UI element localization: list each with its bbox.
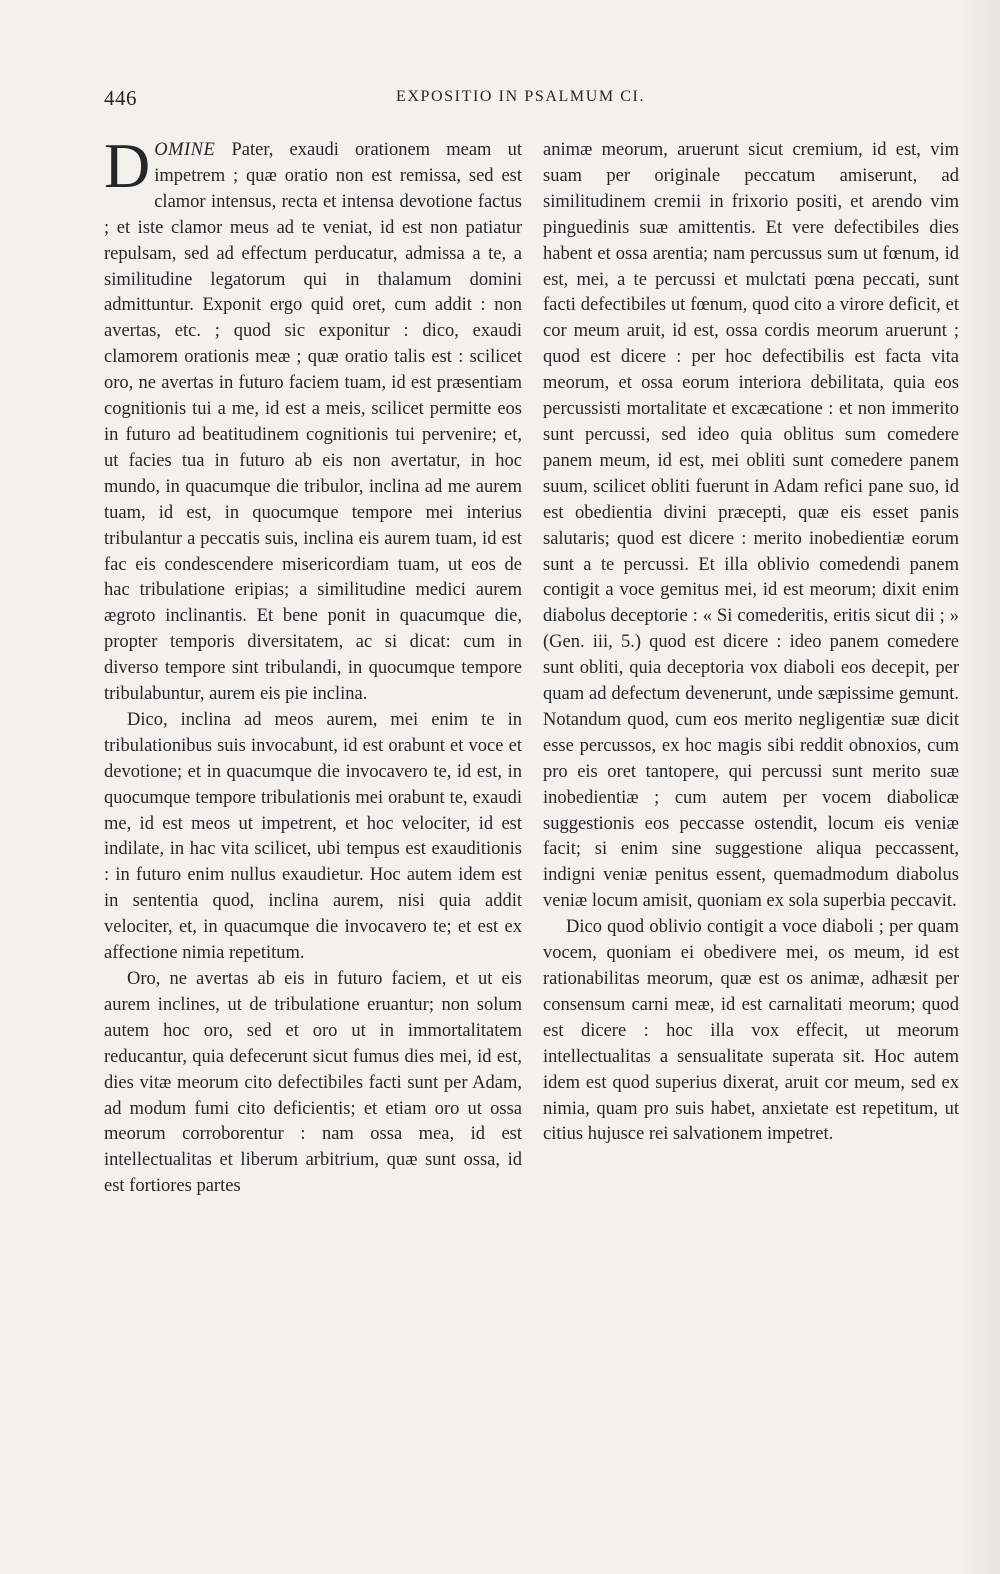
paragraph-3: Oro, ne avertas ab eis in futuro faciem, et ut eis aurem inclines, ut de tribulatione eruantur; non solum autem hoc oro, sed et oro ut in immortalitatem reducantur, quia defecerunt sicut fumus dies mei, id est, dies vitæ meorum cito defectibiles facti sunt per Adam, ad modum fumi cito deficientis; et etiam oro ut ossa meorum corroborentur : nam ossa mea, id est intellectualitas et liberum arbitrium, quæ sunt ossa, id est fortiores partes bbox=[104, 969, 522, 1197]
paragraph-1 bbox=[104, 130, 522, 708]
opening-word: OMINE bbox=[154, 140, 216, 160]
page-header bbox=[104, 86, 964, 112]
paragraph-2: Dico, inclina ad meos aurem, mei enim te in tribulationibus suis invocabunt, id est orabunt et voce et devotione; et in quacumque die invocavero te, id est, in quocumque tempore tribulationis mei orabunt te, exaudi me, id est meos ut impetrent, et hoc velociter, id est indilate, in hac vita scilicet, ubi tempus est exauditionis : in futuro enim nullus exaudietur. Hoc autem idem est in sententia quod, inclina aurem, nisi quia addit velociter, et, in quacumque die invocavero te; et est ex affectione nimia repetitum. bbox=[104, 709, 522, 964]
paragraph-4: animæ meorum, aruerunt sicut cremium, id est, vim suam per originale peccatum amiserunt, ad similitudinem cremii in frixorio positi, et arendo vim pinguedinis suæ amittentis. Et vere defectibiles dies habent et ossa arentia; nam percussus sum ut fœnum, id est, mei, a te percussi et mulctati pœna peccati, sunt facti defectibiles ut fœnum, quod cito a virore deficit, et cor meum aruit, id est, ossa cordis meorum aruerunt ; quod est dicere : per hoc defectibilis est facta vita meorum, et ossa eorum interiora debilitata, quia eos percussisti mortalitate et excæcatione : et non immerito sunt percussi, sed ideo quia oblitus sum comedere panem meum, id est, mei obliti sunt comedere panem suum, scilicet obliti fuerunt in Adam refici pane suo, id est obedientia divini præcepti, quæ eis esset panis salutaris; quod est dicere : merito inobedientiæ eorum sunt a te percussi. Et illa oblivio comedendi panem contigit a voce gemitus mei, id est meorum; dixit enim diabolus deceptorie : « Si comederitis, eritis sicut dii ; » (Gen. iii, 5.) quod est dicere : ideo panem comedere sunt obliti, quia deceptoria vox diaboli eos decepit, per quam ad defectum devenerunt, unde sæpissime gemunt. Notandum quod, cum eos merito negligentiæ suæ dicit esse percussos, ex hoc magis sibi reddit obnoxios, cum pro eis oret tantopere, qui percussi sunt merito suæ inobedientiæ ; cum autem per vocem diabolicæ suggestionis eos peccasse ostendit, locum eis veniæ facit; si enim sine suggestione aliqua peccassent, indigni veniæ penitus essent, quemadmodum diabolus veniæ locum amisit, quoniam ex sola superbia peccavit. bbox=[543, 140, 959, 912]
paragraph-5: Dico quod oblivio contigit a voce diaboli ; per quam vocem, quoniam ei obedivere mei, os meum, id est rationabilitas meorum, quæ est os animæ, adhæsit per consensum carni meæ, id est carnalitati meorum; quod est dicere : hoc illa vox effecit, ut meorum intellectualitas a sensualitate superata sit. Hoc autem idem est quod superius dixerat, aruit cor meum, sed ex nimia, quam pro suis habet, anxietate est repetitum, ut citius hujusce rei salvationem impetret. bbox=[543, 917, 959, 1145]
page-edge-shadow bbox=[960, 0, 1000, 1574]
page-number: 446 bbox=[104, 86, 137, 110]
right-column bbox=[543, 138, 959, 1148]
paragraph-1-text: Pater, exaudi orationem meam ut impetrem ; quæ oratio non est remissa, sed est clamor intensus, recta et intensa devotione factus ; et iste clamor meus ad te veniat, id est non patiatur repulsam, sed ad effectum perducatur, admissa a te, a similitudine legatorum qui in thalamum domini admittuntur. Exponit ergo quid oret, cum addit : non avertas, etc. ; quod sic exponitur : dico, exaudi clamorem orationis meæ ; quæ oratio talis est : scilicet oro, ne avertas in futuro faciem tuam, id est præsentiam cognitionis tui a me, id est a meis, scilicet permitte eos in futuro ad beatitudinem cognitionis tui pervenire; et, ut facies tua in futuro ab eis non avertatur, in hoc mundo, in quacumque die tribulor, inclina ad me aurem tuam, id est, in quocumque tempore mei interius tribulantur a peccatis suis, inclina eis aurem tuam, id est fac eis condescendere misericordiam tuam, ut eos de hac tribulatione eripias; a similitudine medici aurem ægroto inclinantis. Et bene ponit in quacumque die, propter temporis diversitatem, ac si dicat: cum in diverso tempore sint tribulandi, in quocumque tempore tribulabuntur, aurem eis pie inclina. bbox=[104, 140, 522, 705]
running-title: EXPOSITIO IN PSALMUM CI. bbox=[396, 88, 646, 105]
left-column bbox=[104, 130, 522, 1200]
drop-cap: D bbox=[104, 130, 151, 201]
